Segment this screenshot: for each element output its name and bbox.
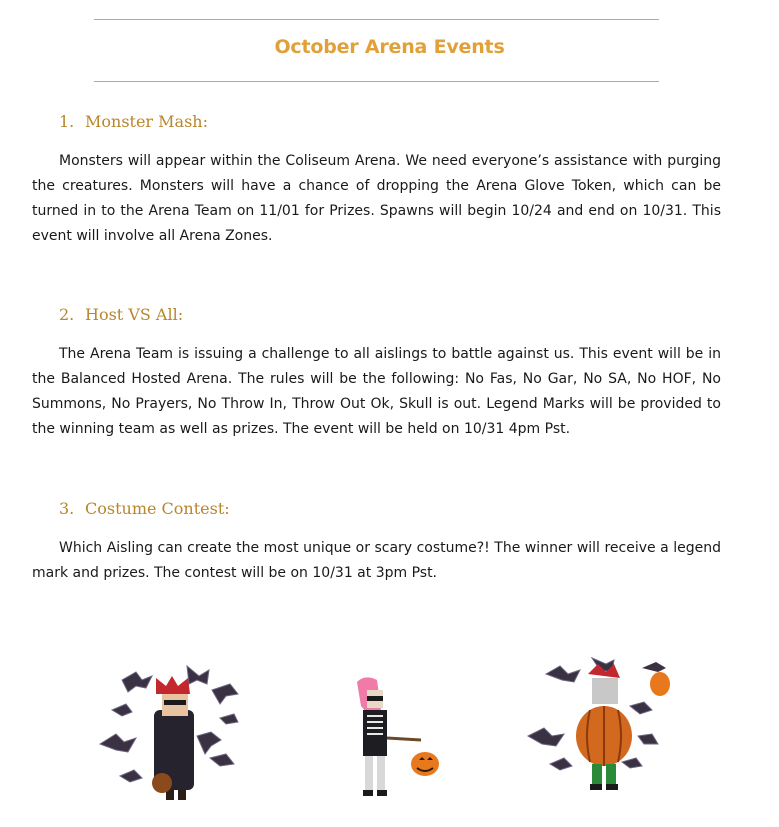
section-heading-monster-mash: [59, 112, 208, 131]
section-number: 3.: [59, 499, 75, 518]
section-heading-costume-contest: [59, 499, 230, 518]
bat-costume-character-icon: [92, 658, 250, 808]
section-heading-text: Monster Mash:: [85, 112, 208, 131]
section-number: 1.: [59, 112, 75, 131]
section-number: 2.: [59, 305, 75, 324]
section-body-host-vs-all: The Arena Team is issuing a challenge to all aislings to battle against us. This event will be in the Balanced Hosted Arena. The rules will be the following: No Fas, No Gar, No SA, No HOF, No Summons, No Prayers, No Throw In, Throw Out Ok, Skull is out. Legend Marks will be provided to the winning team as well as prizes. The event will be held on 10/31 4pm Pst.: [32, 346, 721, 437]
section-heading-text: Host VS All:: [85, 305, 184, 324]
pumpkin-costume-character-icon: [520, 652, 674, 802]
section-body-costume-contest: Which Aisling can create the most unique or scary costume?! The winner will receive a legend mark and prizes. The contest will be on 10/31 at 3pm Pst.: [32, 540, 721, 581]
section-heading-host-vs-all: [59, 305, 183, 324]
section-heading-text: Costume Contest:: [85, 499, 230, 518]
section-body-monster-mash: Monsters will appear within the Coliseum Arena. We need everyone’s assistance with purging the creatures. Monsters will have a chance of dropping the Arena Glove Token, which can be turned in to the Arena Team on 11/01 for Prizes. Spawns will begin 10/24 and end on 10/31. This event will involve all Arena Zones.: [32, 153, 721, 244]
skeleton-costume-character-with-pumpkin-icon: [349, 676, 443, 800]
page-title: October Arena Events: [274, 36, 505, 58]
title-divider: [94, 81, 659, 82]
top-divider: [94, 19, 659, 20]
